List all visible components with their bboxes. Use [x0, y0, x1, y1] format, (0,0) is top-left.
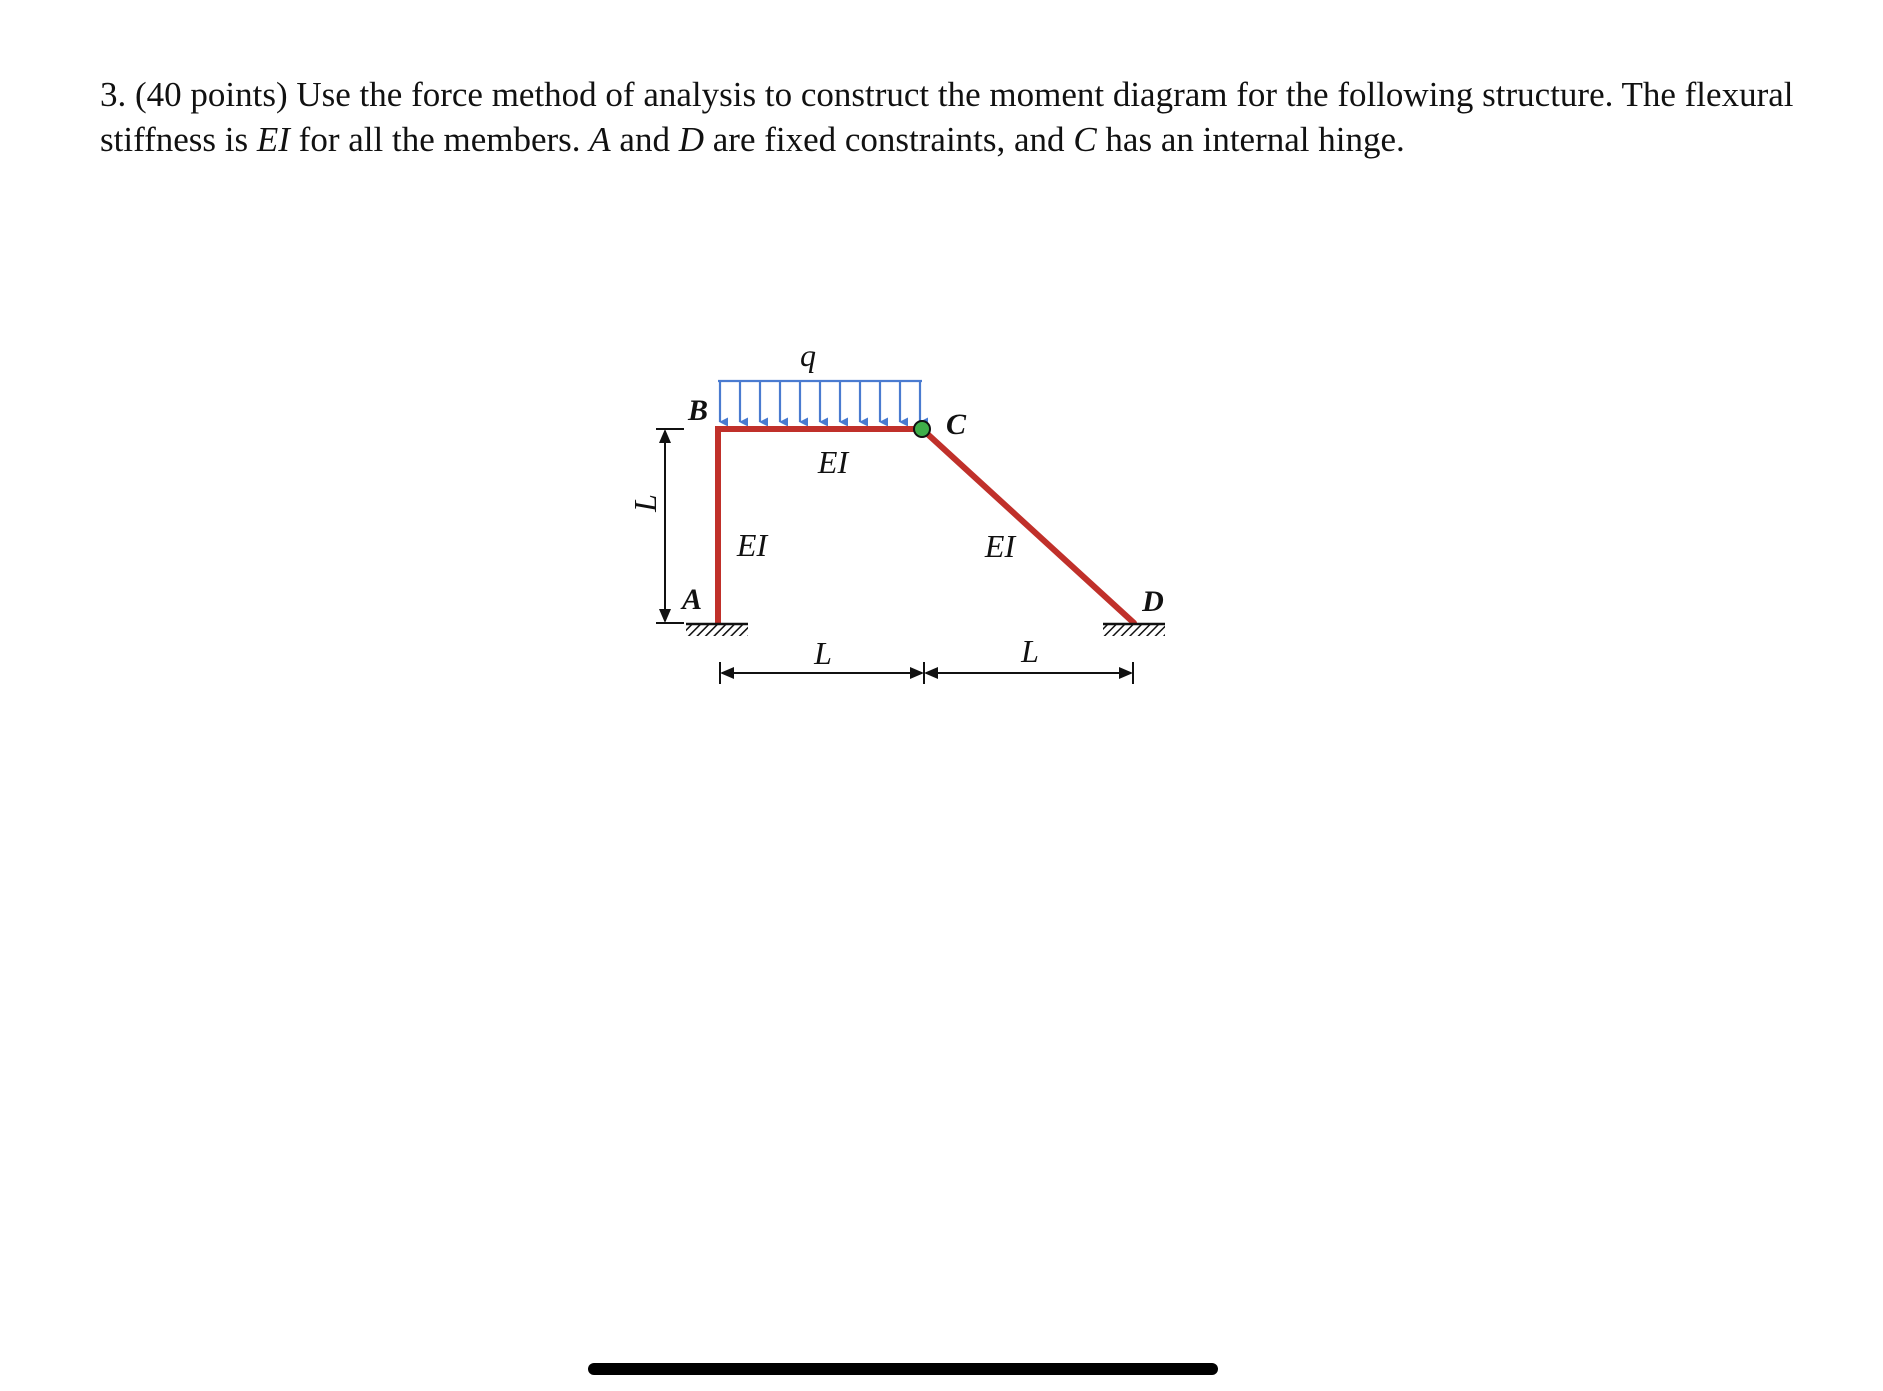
support-d: [1103, 624, 1165, 636]
member-label-cd: EI: [984, 528, 1016, 564]
node-label-a: A: [681, 583, 703, 616]
member-label-bc: EI: [817, 444, 849, 480]
load-arrows: [720, 381, 920, 422]
dim-span-left-arrow-end: [910, 667, 924, 679]
dimension-height: [656, 429, 684, 623]
dimension-height-label: L: [627, 494, 663, 512]
support-d-hatch: [1103, 624, 1165, 636]
problem-text-part4: are fixed constraints, and: [704, 120, 1074, 159]
problem-text-ei: EI: [256, 120, 290, 159]
member-cd: [922, 429, 1134, 623]
problem-text-part1: 3. (40 points) Use the force method of analysis to construct the moment diagram for the following structure. The flexural stiffness is: [100, 75, 1794, 159]
dimension-spans: [720, 662, 1133, 684]
problem-text-c: C: [1073, 120, 1097, 159]
problem-text-d: D: [678, 120, 704, 159]
load-label-q: q: [800, 337, 816, 373]
distributed-load: [718, 337, 922, 422]
problem-text-a: A: [589, 120, 611, 159]
hinge-c: [914, 421, 930, 437]
dim-span-left-arrow-start: [720, 667, 734, 679]
dimension-span-left-label: L: [814, 635, 832, 671]
dim-span-right-arrow-end: [1119, 667, 1133, 679]
frame: [718, 429, 1134, 623]
node-label-d: D: [1142, 585, 1164, 618]
dimension-span-right-label: L: [1021, 633, 1039, 669]
problem-text-part5: has an internal hinge.: [1096, 120, 1405, 159]
dim-span-right-arrow-start: [924, 667, 938, 679]
support-a-hatch: [686, 624, 748, 636]
member-label-ab: EI: [736, 527, 768, 563]
problem-text-part3: and: [610, 120, 679, 159]
problem-text-part2: for all the members.: [289, 120, 590, 159]
dim-height-arrow-bottom: [659, 609, 671, 623]
home-indicator[interactable]: [588, 1363, 1218, 1375]
support-a: [686, 624, 748, 636]
node-label-c: C: [945, 408, 967, 441]
node-label-b: B: [687, 394, 709, 427]
dim-height-arrow-top: [659, 429, 671, 443]
